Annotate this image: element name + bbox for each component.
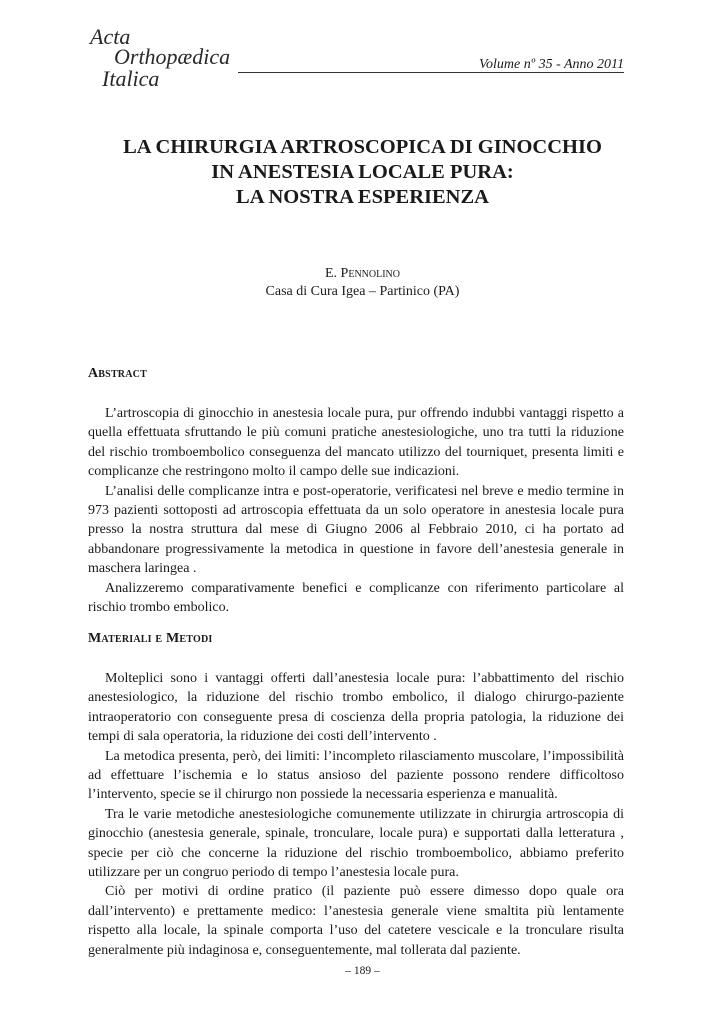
paragraph: Ciò per motivi di ordine pratico (il paziente può essere dimesso dopo quale ora dall’intervento) e prettamente medico: l’anestesia generale viene smaltita più lentamente rispetto alla locale, la spinale comporta l’uso del catetere vescicale e la tronculare risulta generalmente più indaginosa e, conseguentemente, mal tollerata dal paziente.: [88, 884, 624, 958]
paragraph: Tra le varie metodiche anestesiologiche comunemente utilizzate in chirurgia artroscopia di ginocchio (anestesia generale, spinale, tronculare, locale pura) e supportati dalla letteratura , specie per ciò che concerne la riduzione del rischio tromboembolico, abbiamo preferito utilizzare per un congruo periodo di tempo l’anestesia locale pura.: [88, 806, 624, 881]
logo-line-acta: Acta: [90, 24, 131, 49]
abstract-body: [88, 404, 624, 617]
author-affiliation: Casa di Cura Igea – Partinico (PA): [265, 284, 460, 299]
paragraph: La metodica presenta, però, dei limiti: l’incompleto rilasciamento muscolare, l’impossibilità ad effettuare l’ischemia e lo status ansioso del paziente possono rendere difficoltoso l’intervento, specie se il chirurgo non possiede la necessaria esperienza e manualità.: [88, 748, 624, 803]
title-line: IN ANESTESIA LOCALE PURA:: [211, 161, 514, 183]
paragraph: L’analisi delle complicanze intra e post-operatorie, verificatesi nel breve e medio termine in 973 pazienti sottoposti ad artroscopia effettuata da un solo operatore in anestesia locale pura presso la nostra struttura dal mese di Giugno 2006 al Febbraio 2010, ci ha portato ad abbandonare progressivamente la metodica in questione in favore dell’anestesia generale in maschera laringea .: [88, 483, 624, 577]
paragraph: L’artroscopia di ginocchio in anestesia locale pura, pur offrendo indubbi vantaggi rispetto a quella effettuata sfruttando le più comuni pratiche anestesiologiche, uno tra tutti la riduzione del rischio tromboembolico conseguenza del mancato utilizzo del tourniquet, presenta limiti e complicanze che restringono molto il campo delle sue indicazioni.: [88, 406, 624, 480]
journal-logo: [88, 22, 238, 92]
volume-label: Volume nº 35 - Anno 2011: [479, 57, 624, 72]
paragraph: Molteplici sono i vantaggi offerti dall’anestesia locale pura: l’abbattimento del rischio anestesiologico, la riduzione del rischio trombo embolico, il dialogo chirurgo-paziente intraoperatorio con conseguente presa di coscienza della propria patologia, la riduzione dei tempi di sala operatoria, la riduzione dei costi dell’intervento .: [88, 671, 624, 745]
page-number: – 189 –: [345, 965, 380, 977]
title-line: LA NOSTRA ESPERIENZA: [236, 186, 489, 208]
page-header: [88, 22, 624, 92]
abstract-heading: Abstract: [88, 366, 147, 381]
logo-line-orthopaedica: Orthopædica: [114, 44, 231, 69]
materials-body: [88, 669, 624, 960]
author-initial: E.: [324, 266, 338, 281]
logo-line-italica: Italica: [102, 66, 160, 91]
materials-heading: Materiali e Metodi: [88, 631, 213, 646]
title-line: LA CHIRURGIA ARTROSCOPICA DI GINOCCHIO: [123, 136, 602, 158]
article-title: [60, 135, 665, 210]
author-name: [60, 265, 665, 283]
paragraph: Analizzeremo comparativamente benefici e complicanze con riferimento particolare al rischio trombo embolico.: [88, 580, 624, 616]
author-surname: Pennolino: [340, 266, 400, 281]
